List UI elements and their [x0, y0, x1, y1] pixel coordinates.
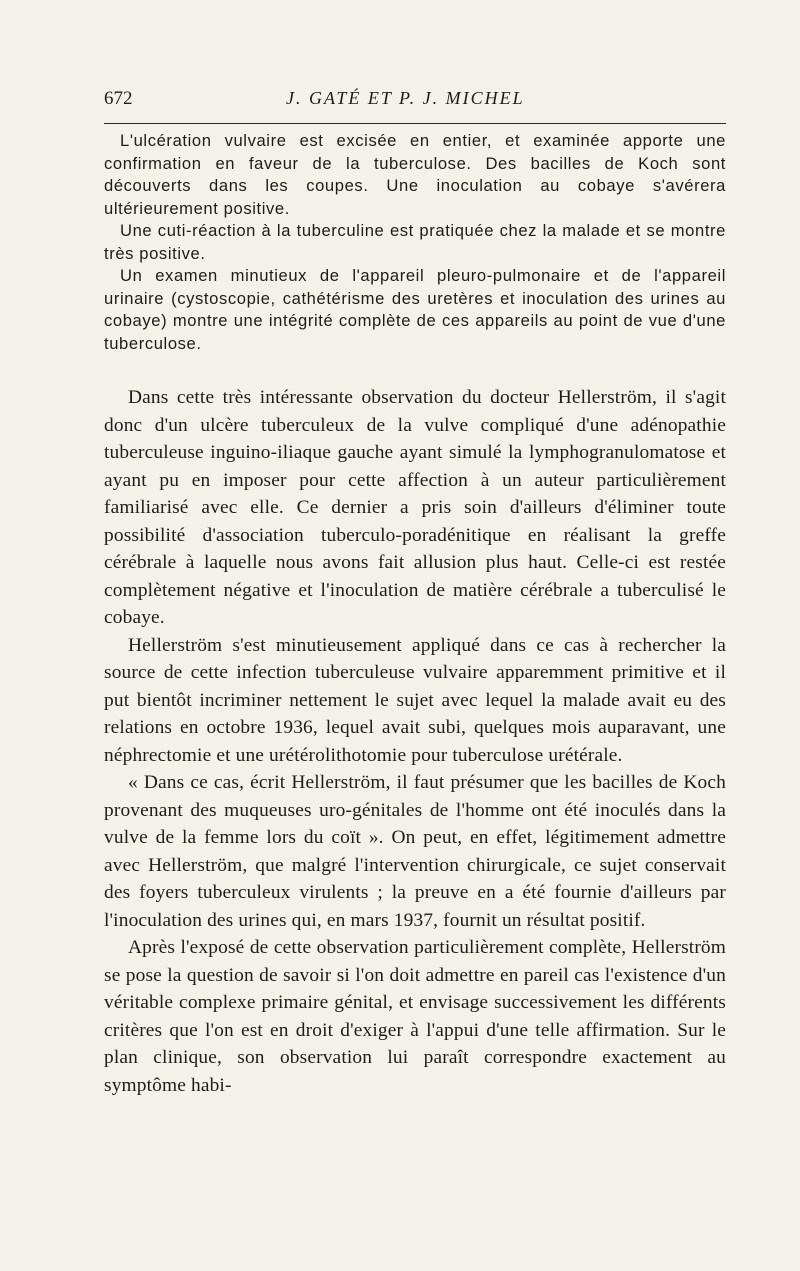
main-text: [104, 384, 726, 1099]
body-paragraph: Hellerström s'est minutieusement appliqué dans ce cas à rechercher la source de cette infection tuberculeuse vulvaire apparemment primitive et il put bientôt incriminer nettement le sujet avec lequel la malade avait eu des relations en octobre 1936, lequel avait subi, quelques mois auparavant, une néphrectomie et une urétérolithotomie pour tuberculose urétérale.: [104, 634, 726, 766]
body-paragraph: Après l'exposé de cette observation particulièrement complète, Hellerström se pose la question de savoir si l'on doit admettre en pareil cas l'existence d'un véritable complexe primaire génital, et envisage successivement les différents critères que l'on est en droit d'exiger à l'appui d'une telle affirmation. Sur le plan clinique, son observation lui paraît correspondre exactement au symptôme habi-: [104, 937, 726, 1096]
body-paragraph: « Dans ce cas, écrit Hellerström, il faut présumer que les bacilles de Koch provenant des muqueuses uro-génitales de l'homme ont été inoculés dans la vulve de la femme lors du coït ». On peut, en effet, légitimement admettre avec Hellerström, que malgré l'intervention chirurgicale, ce sujet conservait des foyers tuberculeux virulents ; la preuve en a été fournie d'ailleurs par l'inoculation des urines qui, en mars 1937, fournit un résultat positif.: [104, 772, 726, 931]
page-number: 672: [104, 88, 133, 109]
note-paragraph: Une cuti-réaction à la tuberculine est pratiquée chez la malade et se montre très positive.: [104, 221, 726, 263]
header-rule: [104, 123, 726, 124]
body-paragraph: Dans cette très intéressante observation du docteur Hellerström, il s'agit donc d'un ulcère tuberculeux de la vulve compliqué d'une adénopathie tuberculeuse inguino-iliaque gauche ayant simulé la lymphogranulomatose et ayant pu en imposer pour cette affection à un auteur particulièrement familiarisé avec elle. Ce dernier a pris soin d'ailleurs d'éliminer toute possibilité d'association tuberculo-poradénitique en réalisant la greffe cérébrale à laquelle nous avons fait allusion plus haut. Celle-ci est restée complètement négative et l'inoculation de matière cérébrale a tuberculisé le cobaye.: [104, 387, 726, 628]
note-paragraph: Un examen minutieux de l'appareil pleuro-pulmonaire et de l'appareil urinaire (cystoscopie, cathétérisme des uretères et inoculation des urines au cobaye) montre une intégrité complète de ces appareils au point de vue d'une tuberculose.: [104, 266, 726, 353]
note-paragraph: L'ulcération vulvaire est excisée en entier, et examinée apporte une confirmation en faveur de la tuberculose. Des bacilles de Koch sont découverts dans les coupes. Une inoculation au cobaye s'avérera ultérieurement positive.: [104, 131, 726, 218]
page-header: [104, 88, 726, 116]
running-head: J. GATÉ ET P. J. MICHEL: [286, 88, 525, 108]
observation-notes: [104, 130, 726, 355]
